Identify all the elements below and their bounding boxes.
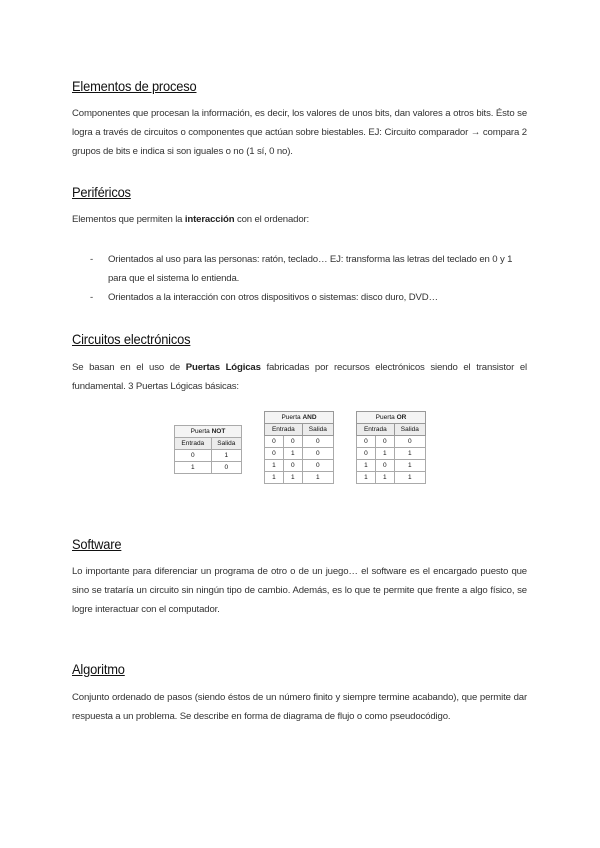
column-header: Entrada: [175, 438, 212, 450]
column-header: Entrada: [357, 424, 395, 436]
truth-table-not: [174, 425, 242, 474]
heading-circuitos-electronicos: Circuitos electrónicos: [72, 331, 191, 347]
column-header: Salida: [302, 424, 333, 436]
paragraph-perifericos-intro: [72, 210, 309, 229]
bold-puertas-logicas: Puertas Lógicas: [185, 362, 261, 373]
table-row: 0 1 1: [357, 448, 426, 460]
table-row: 1 1 1: [265, 472, 334, 484]
table-title: Puerta NOT: [175, 426, 242, 438]
intro-text-end: con el ordenador:: [234, 214, 310, 225]
paragraph-circuitos: [72, 358, 527, 396]
table-title: Puerta OR: [357, 412, 426, 424]
table-row: 1 1 1: [357, 472, 426, 484]
table-title: Puerta AND: [265, 412, 334, 424]
heading-perifericos: Periféricos: [72, 184, 131, 200]
circuitos-text: Se basan en el uso de: [72, 362, 186, 373]
truth-table-and: [264, 411, 334, 484]
bullet-dash: -: [90, 292, 94, 303]
table-row: 0 1: [175, 450, 242, 462]
table-row: 0 0 0: [357, 436, 426, 448]
table-row: 0 0 0: [265, 436, 334, 448]
column-header: Entrada: [265, 424, 303, 436]
list-item-text: Orientados al uso para las personas: ratón, teclado… EJ: transforma las letras del teclado en 0 y 1 para que el sistema lo entienda.: [108, 254, 513, 284]
circuitos-text-end: fabricadas por recursos electrónicos siendo el transistor el fundamental. 3 Puertas Lógicas básicas:: [72, 362, 527, 392]
table-row: 1 0: [175, 462, 242, 474]
column-header: Salida: [211, 438, 241, 450]
table-row: 1 0 1: [357, 460, 426, 472]
paragraph-algoritmo: Conjunto ordenado de pasos (siendo éstos de un número finito y siempre termine acabando), que permite dar respuesta a un problema. Se describe en forma de diagrama de flujo o como pseudocódigo.: [72, 692, 527, 722]
heading-algoritmo: Algoritmo: [72, 661, 125, 677]
paragraph-elementos-de-proceso: Componentes que procesan la información, es decir, los valores de unos bits, dan valores a otros bits. Ésto se logra a través de circuitos o componentes que actúan sobre biestables. EJ: Circuito comparador → compara 2 grupos de bits e indica si son iguales o no (1 sí, 0 no).: [72, 108, 527, 157]
list-item: [72, 250, 532, 288]
truth-table-or: [356, 411, 426, 484]
list-item: [72, 288, 532, 307]
table-row: 1 0 0: [265, 460, 334, 472]
list-item-text: Orientados a la interacción con otros dispositivos o sistemas: disco duro, DVD…: [108, 292, 438, 303]
heading-software: Software: [72, 536, 122, 552]
intro-text: Elementos que permiten la: [72, 214, 185, 225]
table-row: 0 1 0: [265, 448, 334, 460]
heading-elementos-de-proceso: Elementos de proceso: [72, 78, 197, 94]
bullet-dash: -: [90, 254, 94, 265]
perifericos-list: [72, 250, 532, 307]
intro-bold-interaccion: interacción: [184, 214, 235, 225]
paragraph-software: Lo importante para diferenciar un programa de otro o de un juego… el software es el encargado puesto que sino se trataría un circuito sin ningún tipo de cambio. Además, es lo que te permite que frente a algo físico, se logre interactuar con el computador.: [72, 566, 527, 615]
column-header: Salida: [394, 424, 425, 436]
